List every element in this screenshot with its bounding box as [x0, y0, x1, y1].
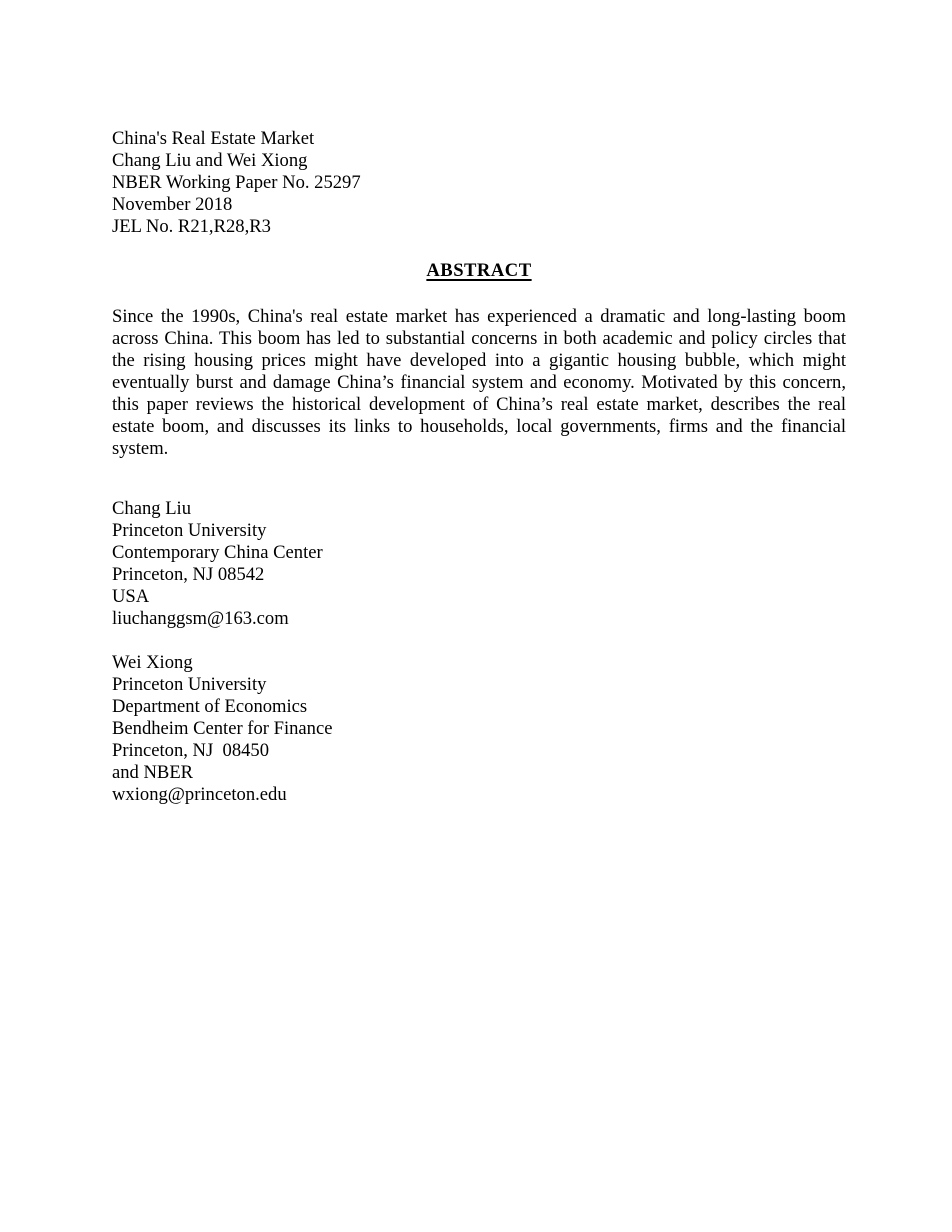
- nber-affiliation: and NBER: [112, 762, 194, 783]
- department: Department of Economics: [112, 696, 308, 717]
- country: USA: [112, 586, 150, 607]
- affiliation: Princeton University: [112, 520, 267, 541]
- center: Bendheim Center for Finance: [112, 718, 333, 739]
- email: wxiong@princeton.edu: [112, 784, 287, 805]
- abstract-heading: ABSTRACT: [426, 260, 532, 281]
- address-line: Princeton, NJ 08450: [112, 740, 270, 761]
- address-line: Princeton, NJ 08542: [112, 564, 265, 585]
- contact-block-wei-xiong: [112, 652, 846, 806]
- page-content: [112, 128, 846, 806]
- contact-block-chang-liu: [112, 498, 846, 630]
- author-name: Wei Xiong: [112, 652, 193, 673]
- paper-date: November 2018: [112, 194, 233, 215]
- paper-authors: Chang Liu and Wei Xiong: [112, 150, 308, 171]
- author-name: Chang Liu: [112, 498, 192, 519]
- working-paper-number: NBER Working Paper No. 25297: [112, 172, 361, 193]
- paper-title: China's Real Estate Market: [112, 128, 315, 149]
- affiliation: Princeton University: [112, 674, 267, 695]
- email: liuchanggsm@163.com: [112, 608, 289, 629]
- title-block: [112, 128, 846, 238]
- department: Contemporary China Center: [112, 542, 323, 563]
- jel-codes: JEL No. R21,R28,R3: [112, 216, 271, 237]
- abstract-text: Since the 1990s, China's real estate market has experienced a dramatic and long-lasting boom across China. This boom has led to substantial concerns in both academic and policy circles that the rising housing prices might have developed into a gigantic housing bubble, which might eventually burst and damage China’s financial system and economy. Motivated by this concern, this paper reviews the historical development of China’s real estate market, describes the real estate boom, and discusses its links to households, local governments, firms and the financial system.: [112, 306, 846, 459]
